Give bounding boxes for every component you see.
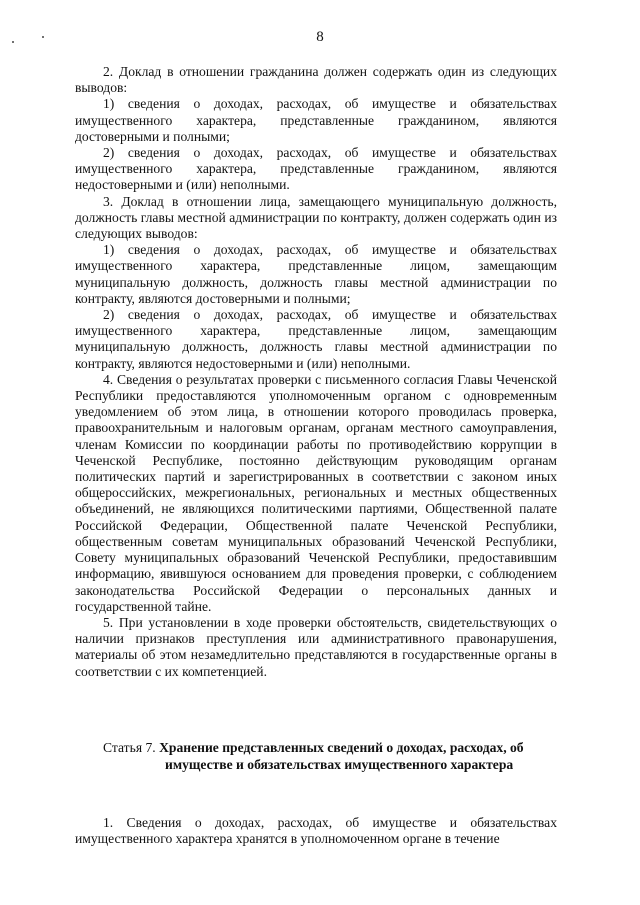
paragraph-2-item-2: 2) сведения о доходах, расходах, об имуществе и обязательствах имущественного характера, представленные гражданином, являются недостоверными и (или) неполными.: [75, 145, 557, 193]
paragraph-3-item-2: 2) сведения о доходах, расходах, об имуществе и обязательствах имущественного характера, представленные лицом, замещающим муниципальную должность, должность главы местной администрации по контракту, являются недостоверными и (или) неполными.: [75, 307, 557, 371]
paragraph-2-doklad-grazhdanin: 2. Доклад в отношении гражданина должен содержать один из следующих выводов:: [75, 64, 557, 96]
page-number: 8: [316, 29, 324, 45]
document-body: [75, 64, 557, 680]
paragraph-5-ustanovlenie: 5. При установлении в ходе проверки обстоятельств, свидетельствующих о наличии признаков преступления или административного правонарушения, материалы об этом незамедлительно представляются в государственные органы в соответствии с их компетенцией.: [75, 614, 557, 679]
article-7-body: [75, 815, 557, 848]
paragraph-2-item-1: 1) сведения о доходах, расходах, об имуществе и обязательствах имущественного характера, представленные гражданином, являются достоверными и полными;: [75, 96, 557, 144]
article-title: [75, 739, 557, 773]
article-heading-line-1: Хранение представленных сведений о доходах, расходах, об: [159, 740, 524, 755]
article-7-heading: [75, 739, 557, 773]
article-7-paragraph-1: 1. Сведения о доходах, расходах, об имуществе и обязательствах имущественного характера хранятся в уполномоченном органе в течение: [75, 815, 557, 847]
paragraph-3-item-1: 1) сведения о доходах, расходах, об имуществе и обязательствах имущественного характера, представленные лицом, замещающим муниципальную должность, должность главы местной администрации по контракту, являются достоверными и полными;: [75, 242, 557, 306]
article-label: Статья 7.: [103, 740, 156, 755]
paragraph-3-doklad-lico: 3. Доклад в отношении лица, замещающего муниципальную должность, должность главы местной администрации по контракту, должен содержать один из следующих выводов:: [75, 193, 557, 242]
paragraph-4-rezultaty: 4. Сведения о результатах проверки с письменного согласия Главы Чеченской Республики предоставляются уполномоченным органом с одновременным уведомлением об этом лица, в отношении которого проводилась проверка, правоохранительным и налоговым органам, органам местного самоуправления, членам Комиссии по координации работы по противодействию коррупции в Чеченской Республике, постоянно действующим руководящим органам политических партий и зарегистрированных в соответствии с законом иных общероссийских, межрегиональных, региональных и местных общественных объединений, не являющихся политическими партиями, Общественной палате Российской Федерации, Общественной палате Чеченской Республики, общественным советам муниципальных образований Чеченской Республики, Совету муниципальных образований Чеченской Республики, предоставившим информацию, явившуюся основанием для проведения проверки, с соблюдением законодательства Российской Федерации о персональных данных и государственной тайне.: [75, 371, 557, 614]
article-heading-line-2: имуществе и обязательствах имущественного характера: [165, 757, 514, 772]
